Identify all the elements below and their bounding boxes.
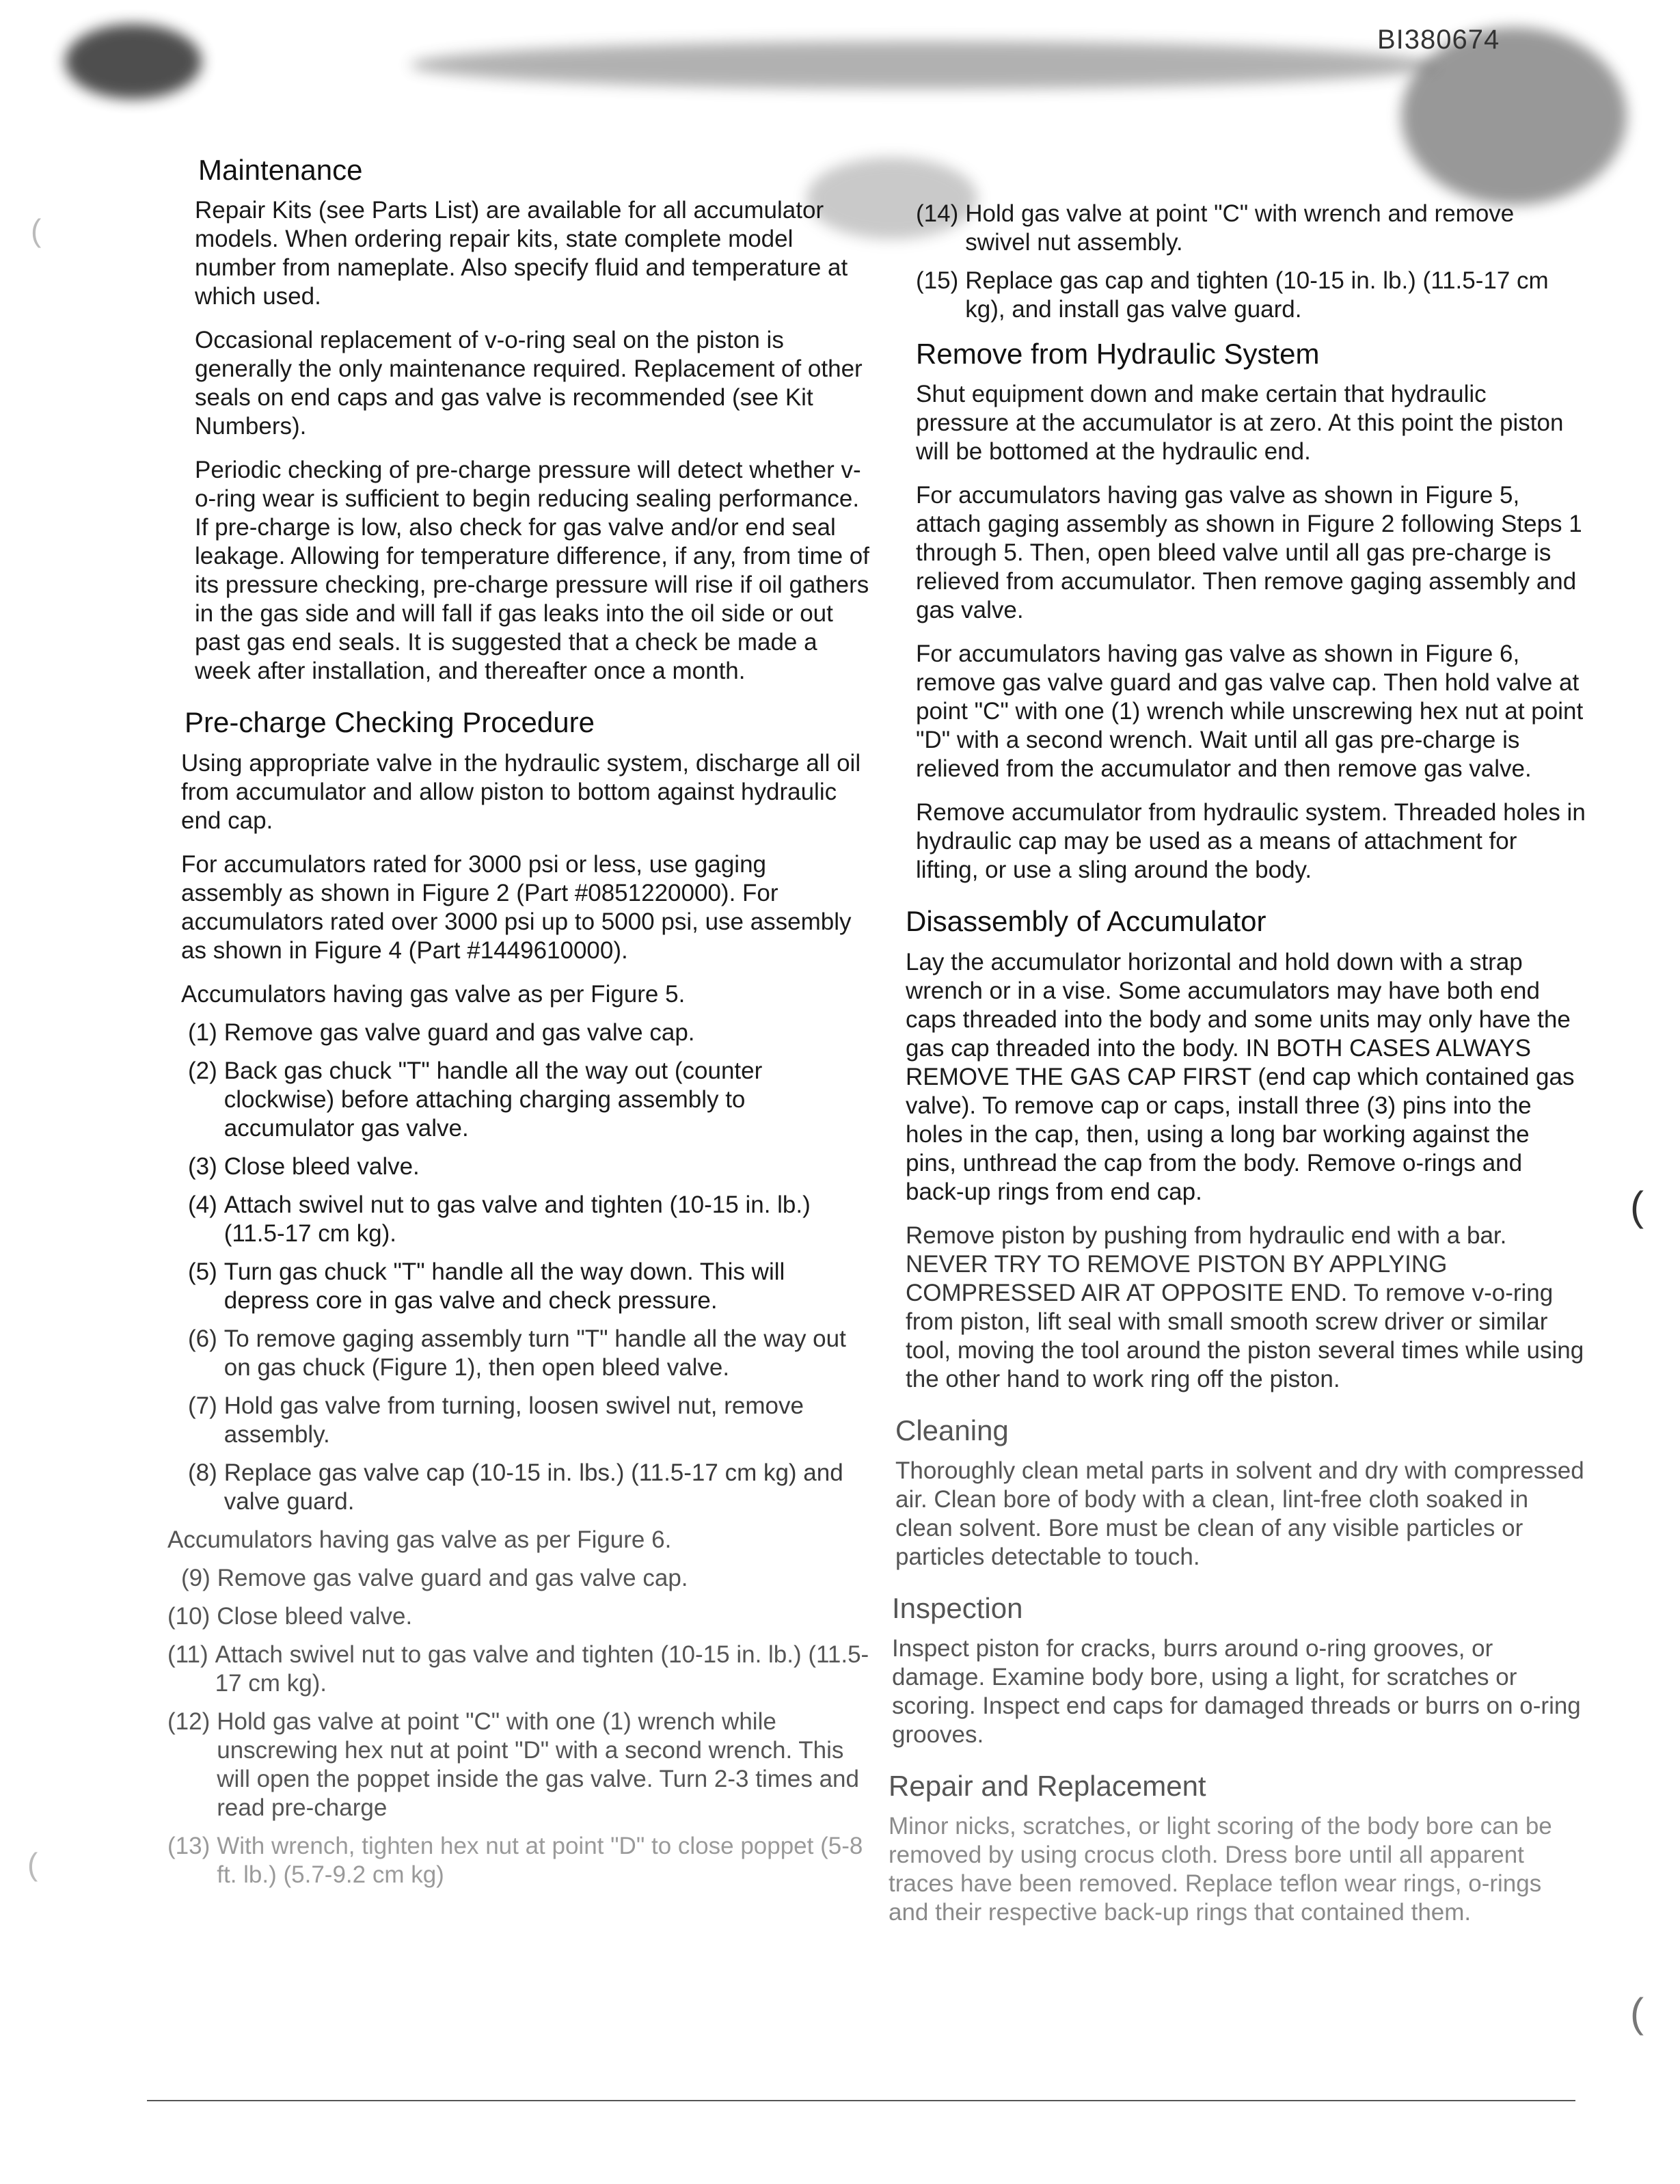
step-text: Replace gas cap and tighten (10-15 in. lb.) (11.5-17 cm kg), and install gas valve guard. — [965, 267, 1549, 323]
step-number: (14) — [916, 200, 959, 227]
precharge-paragraph: For accumulators rated for 3000 psi or less, use gaging assembly as shown in Figure 2 (Part #0851220000). For accumulators rated over 3000 psi up to 5000 psi, use assembly as shown in Figure 4 (Part #1449610000). — [181, 850, 852, 964]
step-number: (1) — [188, 1019, 217, 1046]
list-item — [167, 1602, 871, 1631]
remove-heading: Remove from Hydraulic System — [916, 338, 1320, 370]
margin-bracket-mark: ( — [1630, 1990, 1644, 2036]
step-number: (9) — [181, 1564, 211, 1591]
list-item — [916, 200, 1586, 257]
list-item — [167, 1708, 871, 1822]
disassembly-section — [906, 905, 1586, 1393]
margin-bracket-mark: ( — [27, 1846, 38, 1882]
step-number: (15) — [916, 267, 959, 294]
step-text: Hold gas valve at point "C" with wrench and remove swivel nut assembly. — [965, 200, 1515, 256]
cleaning-section — [895, 1414, 1586, 1572]
step-text: Close bleed valve. — [223, 1152, 420, 1180]
step-text: Hold gas valve at point "C" with one (1) wrench while unscrewing hex nut at point "D" with a second wrench. This will open the poppet inside the gas valve. Turn 2-3 times and read pre-charge — [217, 1708, 859, 1821]
disassembly-paragraph: Lay the accumulator horizontal and hold down with a strap wrench or in a vise. Some accumulators may have both end caps threaded into the body and some units may only have the gas cap threaded into the body. IN BOTH CASES ALWAYS REMOVE THE GAS CAP FIRST (end cap which contained gas valve). To remove cap or caps, install three (3) pins into the holes in the cap, then, using a long bar working against the pins, unthread the cap from the body. Remove o-rings and back-up rings from end cap. — [906, 948, 1575, 1205]
disassembly-paragraph: Remove piston by pushing from hydraulic end with a bar. NEVER TRY TO REMOVE PISTON BY APPLYING COMPRESSED AIR AT OPPOSITE END. To remove v-o-ring from piston, lift seal with small smooth screw driver or similar tool, moving the tool around the piston several times while using the other hand to work ring off the piston. — [906, 1222, 1584, 1392]
step-text: Attach swivel nut to gas valve and tighten (10-15 in. lb.) (11.5-17 cm kg). — [215, 1641, 869, 1697]
step-text: Hold gas valve from turning, loosen swivel nut, remove assembly. — [223, 1392, 804, 1448]
step-text: Replace gas valve cap (10-15 in. lbs.) (11.5-17 cm kg) and valve guard. — [223, 1459, 843, 1515]
left-column — [161, 154, 871, 1899]
step-number: (7) — [188, 1392, 217, 1419]
list-item — [188, 1258, 871, 1315]
margin-bracket-mark: ( — [31, 213, 42, 248]
inspection-heading: Inspection — [892, 1591, 1023, 1624]
remove-paragraph: Shut equipment down and make certain that hydraulic pressure at the accumulator is at zero. At this point the piston will be bottomed at the hydraulic end. — [916, 381, 1564, 466]
step-number: (6) — [188, 1325, 217, 1352]
list-item — [188, 1392, 871, 1449]
step-text: Back gas chuck "T" handle all the way out (counter clockwise) before attaching charging assembly to accumulator gas valve. — [223, 1057, 763, 1142]
repair-heading: Repair and Replacement — [889, 1770, 1206, 1803]
fig6-steps-list — [167, 1564, 871, 1889]
fig5-steps-list — [188, 1019, 871, 1516]
inspection-section — [892, 1592, 1586, 1749]
bottom-rule — [147, 2100, 1575, 2101]
list-item — [188, 1019, 871, 1047]
inspection-paragraph: Inspect piston for cracks, burrs around o-ring grooves, or damage. Examine body bore, using a light, for scratches or scoring. Inspect end caps for damaged threads or burrs on o-ring grooves. — [892, 1635, 1581, 1749]
step-number: (12) — [167, 1708, 211, 1735]
fig5-intro: Accumulators having gas valve as per Figure 5. — [181, 980, 686, 1008]
right-column — [889, 200, 1586, 1942]
list-item — [916, 267, 1586, 324]
remove-paragraph: Remove accumulator from hydraulic system. Threaded holes in hydraulic cap may be used as a means of attachment for lifting, or use a sling around the body. — [916, 799, 1586, 884]
maintenance-paragraph: Occasional replacement of v-o-ring seal on the piston is generally the only maintenance required. Replacement of other seals on end caps and gas valve is recommended (see Kit Numbers). — [195, 327, 863, 440]
maintenance-section — [161, 154, 871, 686]
remove-paragraph: For accumulators having gas valve as shown in Figure 6, remove gas valve guard and gas valve cap. Then hold valve at point "C" with one (1) wrench while unscrewing hex nut at point "D" with a second wrench. Wait until all gas pre-charge is relieved from the accumulator and then remove gas valve. — [916, 641, 1584, 783]
step-number: (8) — [188, 1459, 217, 1486]
remove-section — [916, 338, 1586, 885]
repair-section — [889, 1770, 1586, 1927]
precharge-section — [161, 706, 871, 1889]
list-item — [188, 1057, 871, 1143]
scan-smudge-top-left — [65, 24, 202, 99]
remove-paragraph: For accumulators having gas valve as shown in Figure 5, attach gaging assembly as shown in Figure 2 following Steps 1 through 5. Then, open bleed valve until all gas pre-charge is relieved from accumulator. Then remove gaging assembly and gas valve. — [916, 482, 1582, 624]
step-number: (4) — [188, 1191, 217, 1218]
step-text: With wrench, tighten hex nut at point "D" to close poppet (5-8 ft. lb.) (5.7-9.2 cm kg) — [217, 1832, 863, 1888]
cleaning-heading: Cleaning — [895, 1414, 1009, 1446]
repair-paragraph: Minor nicks, scratches, or light scoring of the body bore can be removed by using crocus cloth. Dress bore until all apparent traces have been removed. Replace teflon wear rings, o-rings and their respective back-up rings that contained them. — [889, 1813, 1552, 1926]
step-text: Turn gas chuck "T" handle all the way down. This will depress core in gas valve and check pressure. — [223, 1258, 785, 1314]
list-item — [167, 1641, 871, 1698]
list-item — [181, 1564, 871, 1593]
step-number: (5) — [188, 1258, 217, 1285]
precharge-paragraph: Using appropriate valve in the hydraulic system, discharge all oil from accumulator and allow piston to bottom against hydraulic end cap. — [181, 749, 861, 834]
step-number: (13) — [167, 1832, 211, 1859]
continued-steps-list — [916, 200, 1586, 324]
step-number: (10) — [167, 1602, 211, 1630]
step-text: Attach swivel nut to gas valve and tighten (10-15 in. lb.) (11.5-17 cm kg). — [223, 1191, 811, 1247]
margin-bracket-mark: ( — [1630, 1183, 1644, 1229]
disassembly-heading: Disassembly of Accumulator — [906, 905, 1266, 938]
step-text: To remove gaging assembly turn "T" handle all the way out on gas chuck (Figure 1), then open bleed valve. — [223, 1325, 846, 1381]
precharge-heading: Pre-charge Checking Procedure — [185, 706, 595, 739]
scan-smudge-top-band — [410, 41, 1435, 89]
maintenance-paragraph: Repair Kits (see Parts List) are available for all accumulator models. When ordering repair kits, state complete model number from nameplate. Also specify fluid and temperature at which used. — [195, 197, 848, 310]
list-item — [188, 1152, 871, 1181]
step-number: (11) — [167, 1641, 208, 1668]
step-text: Close bleed valve. — [217, 1602, 413, 1630]
list-item — [188, 1191, 871, 1248]
maintenance-paragraph: Periodic checking of pre-charge pressure will detect whether v-o-ring wear is sufficient to begin reducing sealing performance. If pre-charge is low, also check for gas valve and/or end seal leakage. Allowing for temperature difference, if any, from time of its pressure checking, pre-charge pressure will rise if oil gathers in the gas side and will fall if gas leaks into the oil side or out past gas end seals. It is suggested that a check be made a week after installation, and thereafter once a month. — [195, 457, 869, 685]
document-id: BI380674 — [1377, 25, 1500, 55]
list-item — [188, 1459, 871, 1516]
step-number: (2) — [188, 1057, 217, 1084]
list-item — [188, 1325, 871, 1382]
step-text: Remove gas valve guard and gas valve cap. — [217, 1564, 688, 1591]
maintenance-heading: Maintenance — [198, 154, 363, 186]
list-item — [167, 1832, 871, 1889]
step-number: (3) — [188, 1152, 217, 1180]
cleaning-paragraph: Thoroughly clean metal parts in solvent and dry with compressed air. Clean bore of body with a clean, lint-free cloth soaked in clean solvent. Bore must be clean of any visible particles or particles detectable to touch. — [895, 1457, 1584, 1570]
fig6-intro: Accumulators having gas valve as per Figure 6. — [167, 1526, 672, 1553]
step-text: Remove gas valve guard and gas valve cap. — [223, 1019, 695, 1046]
